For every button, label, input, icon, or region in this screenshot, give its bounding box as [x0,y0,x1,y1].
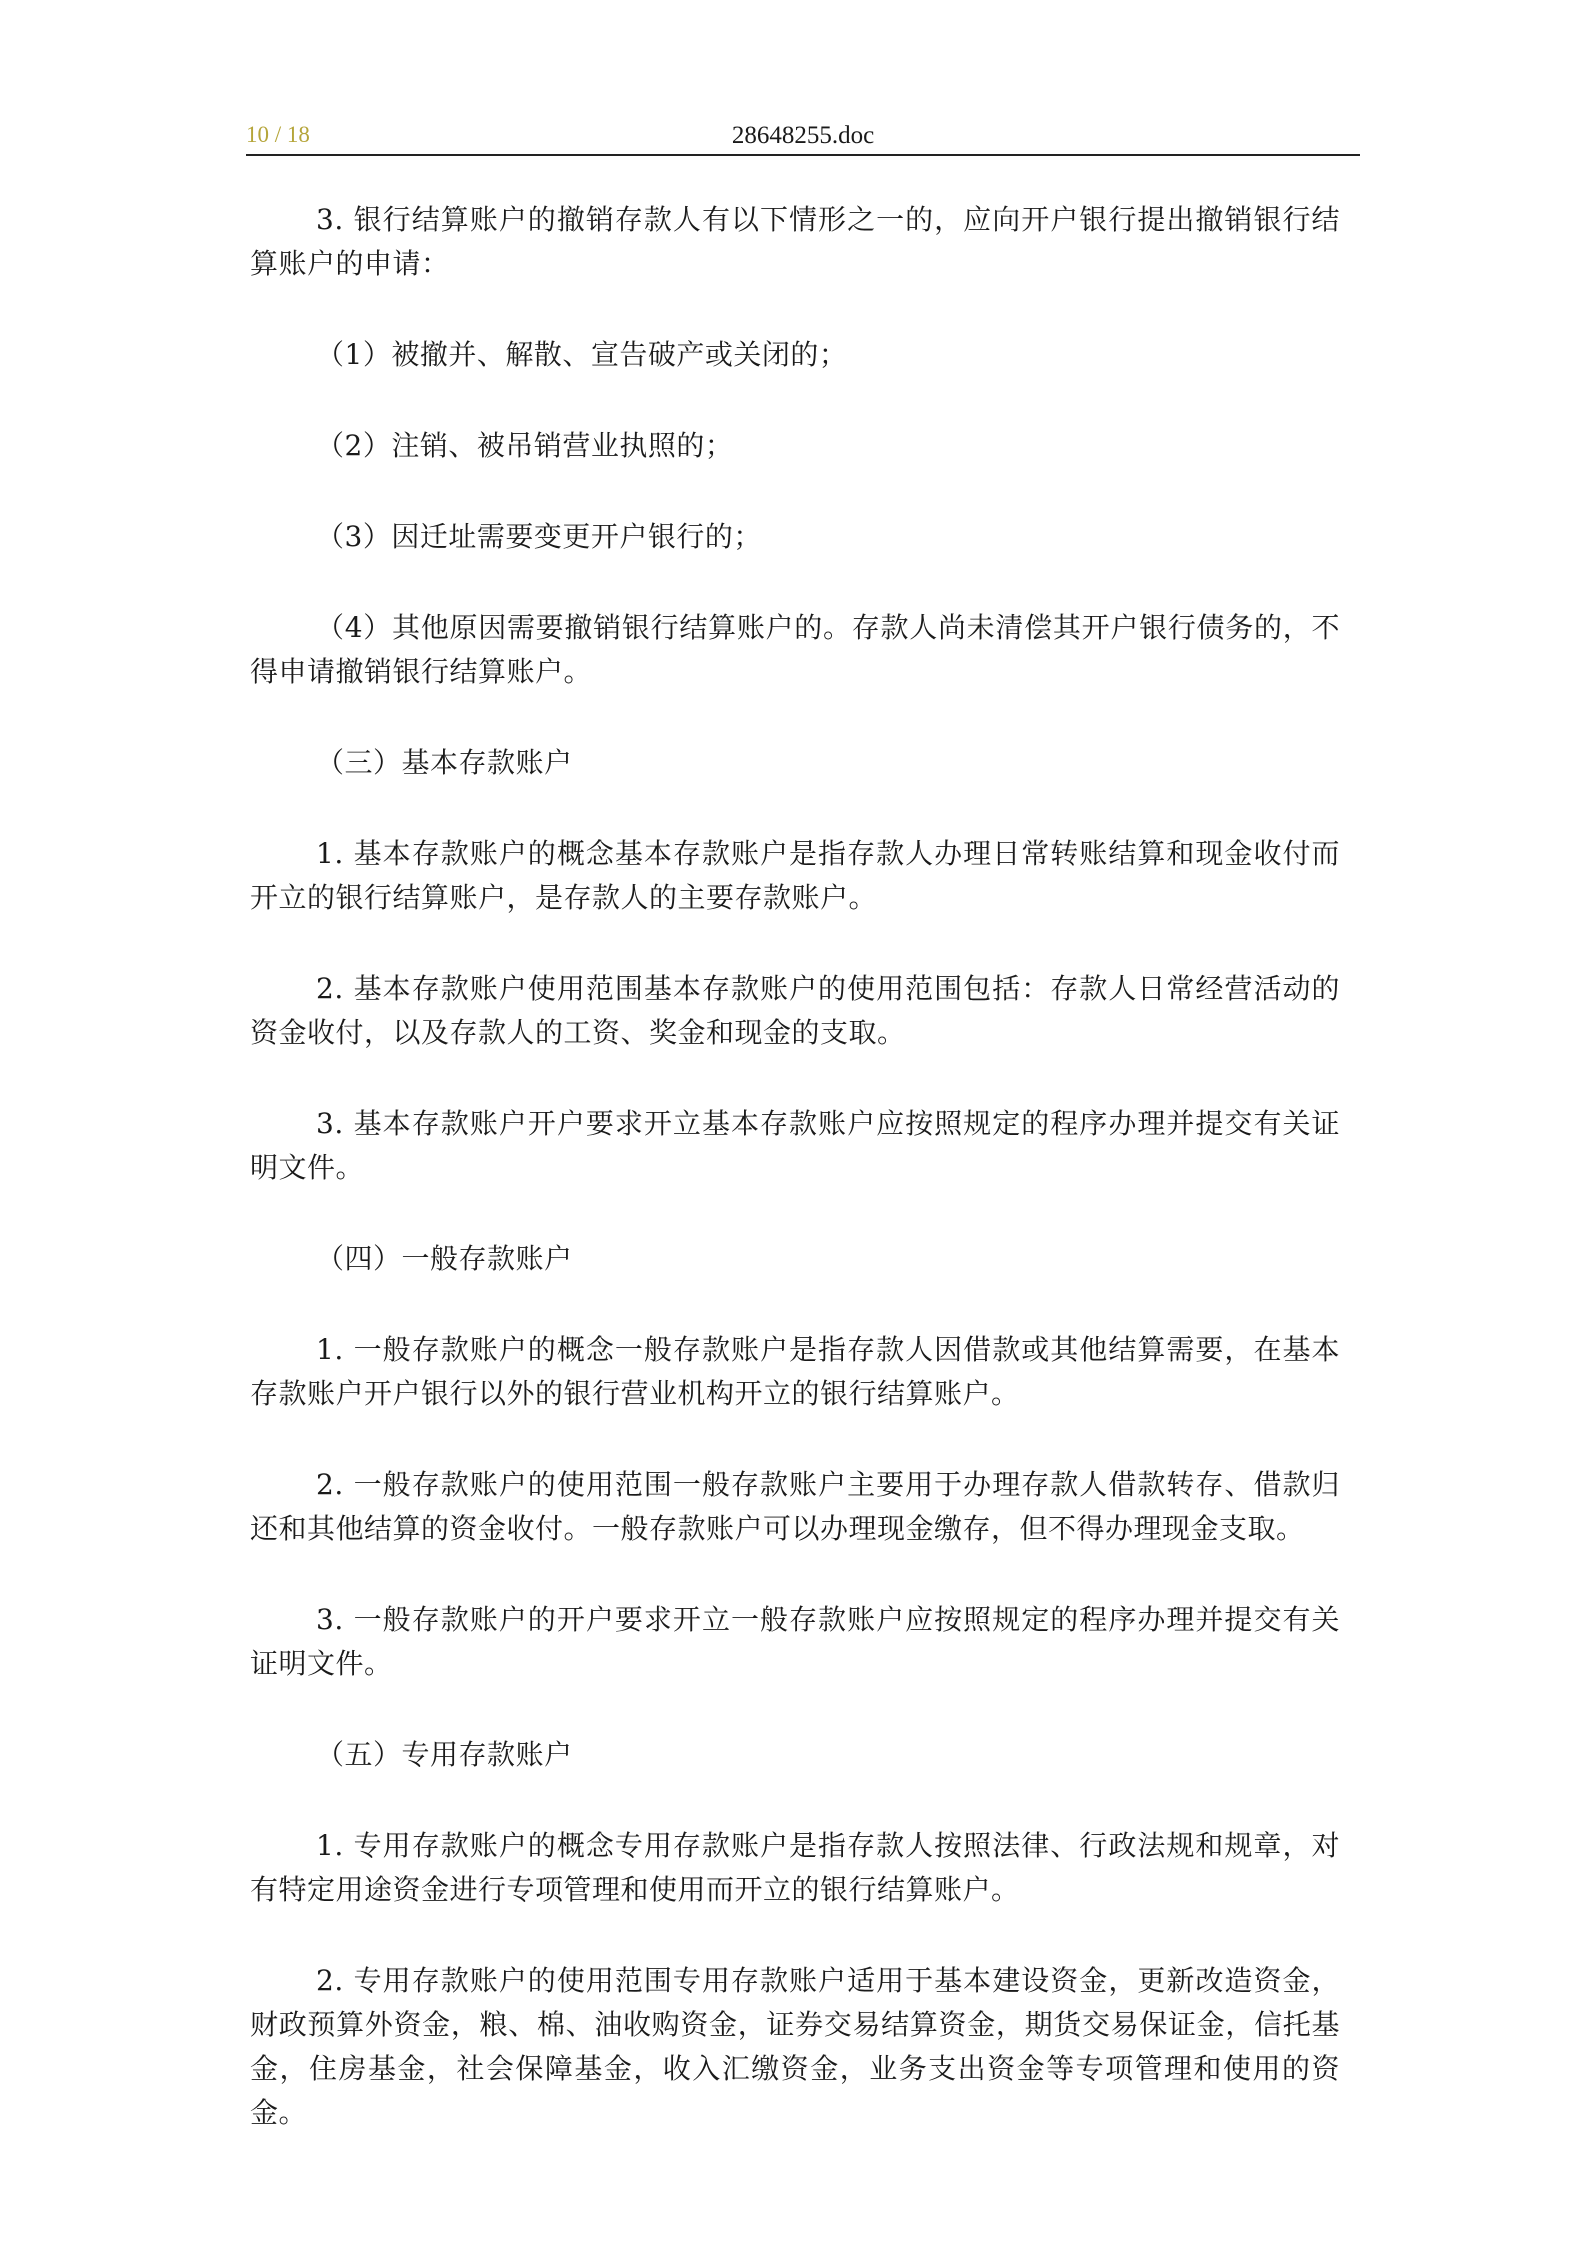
page-number: 10 / 18 [246,122,310,147]
paragraph-basic-account-requirements: 3. 基本存款账户开户要求开立基本存款账户应按照规定的程序办理并提交有关证明文件。 [250,1107,1340,1184]
page-header [246,118,1360,156]
paragraph-closure-case-1: （1）被撤并、解散、宣告破产或关闭的； [316,338,848,371]
paragraph-general-account-concept: 1. 一般存款账户的概念一般存款账户是指存款人因借款或其他结算需要，在基本存款账户开户银行以外的银行营业机构开立的银行结算账户。 [250,1333,1340,1410]
paragraph-special-account-concept: 1. 专用存款账户的概念专用存款账户是指存款人按照法律、行政法规和规章，对有特定用途资金进行专项管理和使用而开立的银行结算账户。 [250,1829,1340,1906]
section-heading-special-account: （五）专用存款账户 [316,1738,573,1771]
document-filename: 28648255.doc [731,122,875,149]
section-heading-general-account: （四）一般存款账户 [316,1242,573,1275]
paragraph-special-account-scope: 2. 专用存款账户的使用范围专用存款账户适用于基本建设资金，更新改造资金，财政预算外资金，粮、棉、油收购资金，证券交易结算资金，期货交易保证金，信托基金，住房基金，社会保障基金，收入汇缴资金，业务支出资金等专项管理和使用的资金。 [250,1964,1340,2129]
paragraph-general-account-scope: 2. 一般存款账户的使用范围一般存款账户主要用于办理存款人借款转存、借款归还和其他结算的资金收付。一般存款账户可以办理现金缴存，但不得办理现金支取。 [250,1468,1340,1545]
paragraph-account-closure: 3. 银行结算账户的撤销存款人有以下情形之一的，应向开户银行提出撤销银行结算账户的申请： [250,203,1340,280]
paragraph-basic-account-scope: 2. 基本存款账户使用范围基本存款账户的使用范围包括：存款人日常经营活动的资金收付，以及存款人的工资、奖金和现金的支取。 [250,972,1340,1049]
paragraph-closure-case-4: （4）其他原因需要撤销银行结算账户的。存款人尚未清偿其开户银行债务的，不得申请撤销银行结算账户。 [250,611,1340,688]
section-heading-basic-account: （三）基本存款账户 [316,746,573,779]
paragraph-closure-case-3: （3）因迁址需要变更开户银行的； [316,520,762,553]
paragraph-basic-account-concept: 1. 基本存款账户的概念基本存款账户是指存款人办理日常转账结算和现金收付而开立的银行结算账户，是存款人的主要存款账户。 [250,837,1340,914]
paragraph-general-account-requirements: 3. 一般存款账户的开户要求开立一般存款账户应按照规定的程序办理并提交有关证明文件。 [250,1603,1340,1680]
paragraph-closure-case-2: （2）注销、被吊销营业执照的； [316,429,734,462]
document-body [250,198,1340,2182]
